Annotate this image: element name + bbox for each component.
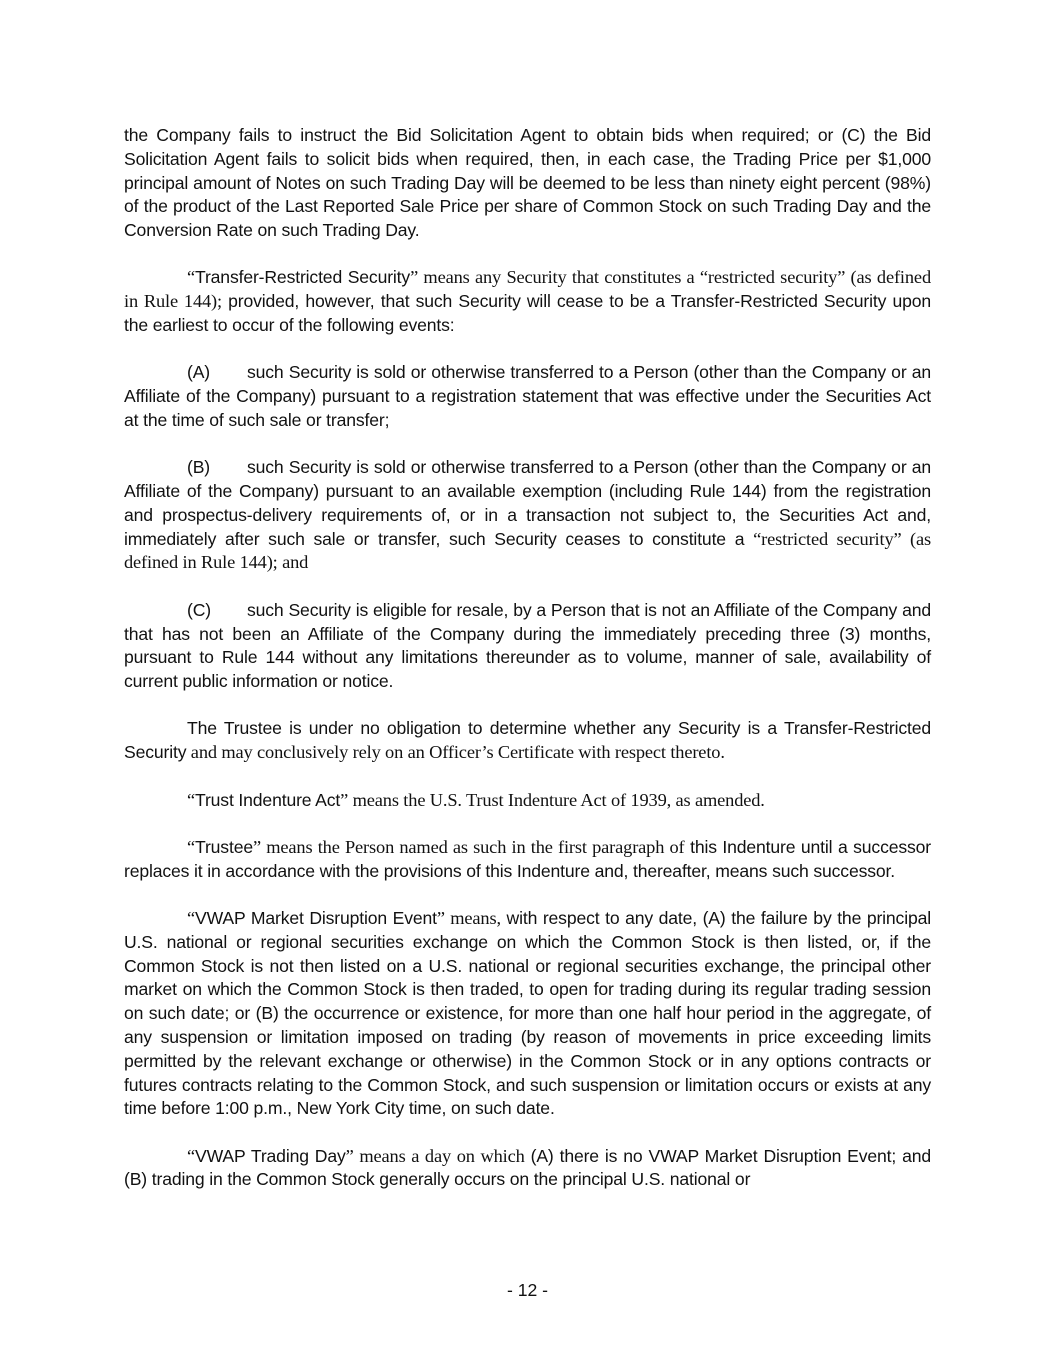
definition-trustee [124,836,931,884]
page-number: - 12 - [506,1280,549,1300]
defined-term: VWAP Trading Day [195,1145,346,1166]
defined-term: Transfer-Restricted Security [195,267,411,288]
list-item-c [124,599,931,694]
document-page [124,124,931,1216]
paragraph-text-tail: and may conclusively rely on an Officer’s Certificate with respect thereto. [186,742,725,763]
open-quote: “ [187,789,196,810]
definition-text: with respect to any date, (A) the failure by the principal U.S. national or regional securities exchange on which the Common Stock is then listed, or, if the Common Stock is not then listed on a U.S. national or regional securities exchange, the principal other market on which the Common Stock is then traded, to open for trading during its regular trading session on such date; or (B) the occurrence or existence, for more than one half hour period in the aggregate, of any suspension or limitation imposed on trading (by reason of movements in price exceeding limits permitted by the relevant exchange or otherwise) in the Common Stock or in any options contracts or futures contracts relating to the Common Stock, and such suspension or limitation occurs or exists at any time before 1:00 p.m., New York City time, on such date. [124,907,931,1119]
item-text: such Security is sold or otherwise transferred to a Person (other than the Company or an Affiliate of the Company) pursuant to an available exemption (including Rule 144) from the registration and prospectus-delivery requirements of, or in a transaction not subject to, the Securities Act and, immediately after such sale or transfer, such Security ceases to constitute a [124,457,931,549]
open-quote: “ [187,267,196,288]
open-quote: “ [187,836,196,857]
definition-trust-indenture-act [124,789,931,813]
open-quote: “ [187,907,196,928]
definition-text: ” means the U.S. Trust Indenture Act of 1939, as amended. [340,789,765,810]
definition-text: (A) there is no VWAP Market Disruption Event; and (B) trading in the Common Stock generally occurs on the principal U.S. national or [124,1145,932,1190]
defined-term: Trust Indenture Act [195,789,341,810]
item-label: (A) [187,362,211,383]
list-item-b [124,456,931,575]
definition-vwap-trading-day [124,1145,931,1193]
definition-vwap-market-disruption-event [124,907,931,1121]
definition-lead: ” means a day on which [345,1145,525,1166]
item-text: such Security is sold or otherwise transferred to a Person (other than the Company or an Affiliate of the Company) pursuant to a registration statement that was effective under the Securities Act at the time of such sale or transfer; [124,362,931,430]
paragraph-text: the Company fails to instruct the Bid Solicitation Agent to obtain bids when required; or (C) the Bid Solicitation Agent fails to solicit bids when required, then, in each case, the Trading Price per $1,000 principal amount of Notes on such Trading Day will be deemed to be less than ninety eight percent (98%) of the product of the Last Reported Sale Price per share of Common Stock on such Trading Day and the Conversion Rate on such Trading Day. [124,125,931,241]
paragraph-trading-price [124,124,931,243]
defined-term: Trustee [195,836,253,857]
list-item-a [124,361,931,432]
definition-lead: ” means the Person named as such in the first paragraph of [252,836,685,857]
open-quote: “ [187,1145,196,1166]
definition-transfer-restricted-security [124,266,931,337]
definition-lead: ” means, [436,907,501,928]
item-text-tail: “restricted security” (as defined in Rule 144); and [124,528,931,573]
paragraph-trustee-obligation [124,717,931,765]
defined-term: VWAP Market Disruption Event [195,907,437,928]
item-label: (C) [187,599,211,620]
definition-text: this Indenture until a successor replaces it in accordance with the provisions of this Indenture and, thereafter, means such successor. [124,836,931,881]
definition-text: provided, however, that such Security will cease to be a Transfer-Restricted Security upon the earliest to occur of the following events: [124,291,931,336]
paragraph-text: The Trustee is under no obligation to determine whether any Security is a Transfer-Restricted Security [124,718,931,763]
item-text: such Security is eligible for resale, by a Person that is not an Affiliate of the Company and that has not been an Affiliate of the Company during the immediately preceding three (3) months, pursuant to Rule 144 without any limitations thereunder as to volume, manner of sale, availability of current public information or notice. [124,599,931,692]
item-label: (B) [187,457,211,478]
definition-lead: ” means any Security that constitutes a “restricted security” (as defined in Rule 144); [124,267,931,312]
